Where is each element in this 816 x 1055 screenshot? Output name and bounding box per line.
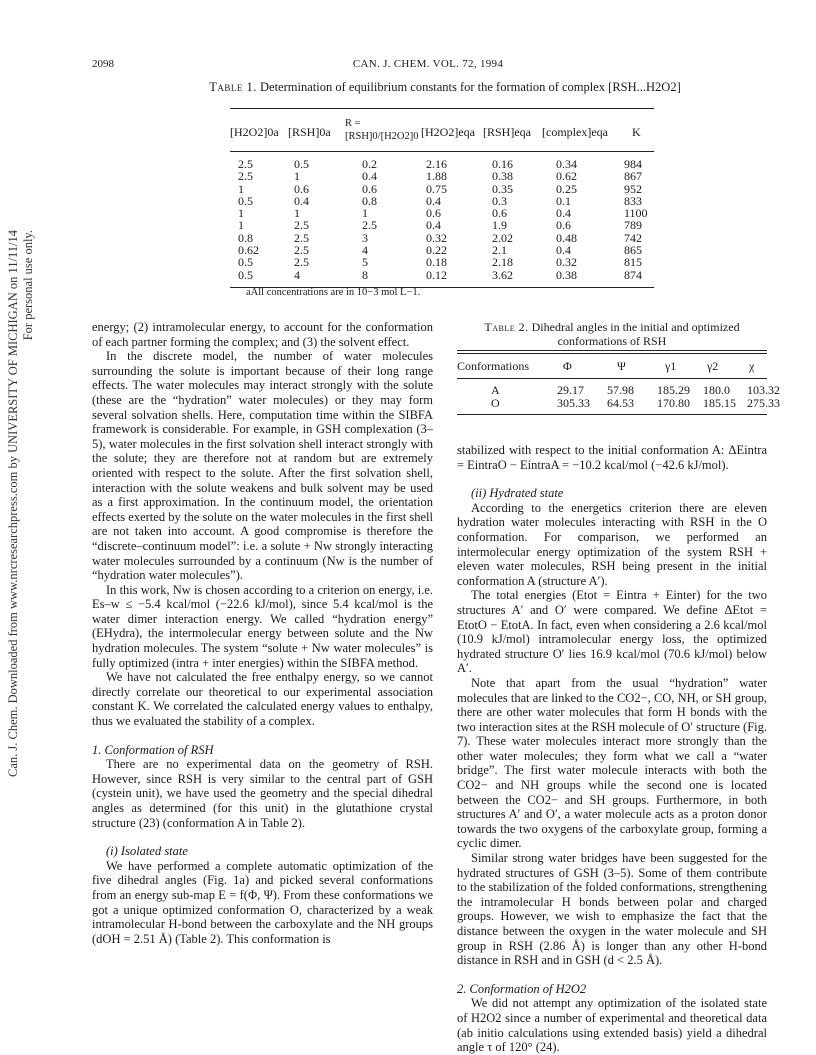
table-cell: 185.15: [703, 396, 736, 410]
table-cell: 305.33: [557, 396, 590, 410]
table-cell: 0.38: [492, 169, 513, 184]
table1-header-cell: [H2O2]0a: [230, 125, 279, 139]
table-cell: 815: [624, 255, 642, 270]
table2-body: [457, 379, 780, 414]
table-cell: 2.5: [294, 230, 309, 245]
subsection-heading: (i) Isolated state: [106, 844, 188, 859]
paragraph: We have performed a complete automatic optimization of the five dihedral angles (Fig. 1a) and picked several conformations from an energy sub-map E = f(Φ, Ψ). From these conformations we got a unique optimized conformation O, characterized by a weak intramolecular H-bond between the carboxylate and the NH groups (dOH = 2.51 Å) (Table 2). This conformation is: [92, 858, 433, 946]
table-cell: 0.62: [556, 169, 577, 184]
table-cell: 5: [362, 255, 368, 270]
table-cell: O: [491, 396, 500, 410]
table2-header-row: [457, 354, 767, 378]
subsection-heading: (ii) Hydrated state: [471, 486, 564, 501]
paragraph: In the discrete model, the number of water molecules surrounding the solute is important because of their long range effects. The water molecules may interact strongly with the solute (these are the “hydration” water molecules) or they may form several solvation shells. Here, computation time within the SIBFA framework is considerable. For example, in GSH complexation (3–5), water molecules in the first solvation shell interact strongly with the solute; they are therefore not at random but are extremely oriented with respect to the solute. After the first solvation shell, interaction with the solute weakens and bulk solvent may be used as a first approximation. In the continuum model, the orientation effects exerted by the solute on the water molecules in the first shell are not taken into account. A good compromise is therefore the “discrete–continuum model”: i.e. a solute + Nw strongly interacting water molecules surrounded by a continuum (Nw is the number of “hydration water molecules”).: [92, 349, 433, 583]
table-cell: 1.9: [492, 218, 507, 233]
table-cell: 1: [238, 181, 244, 196]
table2-caption: [457, 320, 767, 348]
table-cell: 8: [362, 267, 368, 282]
table-cell: 0.22: [426, 243, 447, 258]
table-cell: 0.1: [556, 193, 571, 208]
personal-use-notice: For personal use only.: [21, 230, 35, 341]
table2-caption-text: Dihedral angles in the initial and optimized conformations of RSH: [531, 320, 740, 348]
table-cell: 1: [238, 218, 244, 233]
table2-header-cell: γ2: [707, 359, 719, 373]
table1-header-cell: K: [632, 125, 641, 139]
table-cell: 0.8: [362, 193, 377, 208]
table-cell: 2.5: [294, 255, 309, 270]
table1-header-cell: [H2O2]eqa: [421, 125, 475, 139]
paragraph: There are no experimental data on the geometry of RSH. However, since RSH is very similar to the central part of GSH (cystein unit), we have used the geometry and the special dihedral angles as determined (for this unit) in the glutathione crystal structure (23) (conformation A in Table 2).: [92, 757, 433, 830]
paragraph: Similar strong water bridges have been suggested for the hydrated structures of GSH (3–5). Some of them contribute to the stabilization of the folded conformations, strengthening the intramolecular H bonds between polar and charged groups. However, we wish to emphasize the fact that the distance between the oxygen in the water molecule and SH group in RSH (2.86 Å) is longer than any other H-bond distance in RSH and in GSH (d < 2.5 Å).: [457, 851, 767, 968]
table-cell: 4: [294, 267, 300, 282]
table-cell: 0.5: [238, 193, 253, 208]
table-cell: 1: [362, 206, 368, 221]
download-notice: Can. J. Chem. Downloaded from www.nrcresearchpress.com by UNIVERSITY OF MICHIGAN on 11/11/14: [6, 230, 20, 778]
paragraph: We have not calculated the free enthalpy energy, so we cannot directly correlate our theoretical to our experimental association constant K. We correlated the calculated energy values to enthalpy, thus we evaluated the stability of a complex.: [92, 670, 433, 729]
table-cell: 185.29: [657, 383, 690, 397]
table-cell: 0.8: [238, 230, 253, 245]
table-cell: 742: [624, 230, 642, 245]
table-cell: 0.6: [426, 206, 441, 221]
table-cell: 865: [624, 243, 642, 258]
table2-header-cell: Φ: [563, 359, 572, 373]
table-cell: 0.4: [426, 193, 441, 208]
table-cell: 0.75: [426, 181, 447, 196]
table1-body: [230, 152, 654, 287]
table-cell: 2.16: [426, 157, 447, 171]
table-cell: 2.1: [492, 243, 507, 258]
table-cell: 1.88: [426, 169, 447, 184]
table-cell: 0.38: [556, 267, 577, 282]
running-head: CAN. J. CHEM. VOL. 72, 1994: [352, 58, 504, 70]
paragraph: Note that apart from the usual “hydration” water molecules that are linked to the CO2−, CO, NH, or SH group, there are other water molecules that form H bonds with the two interaction sites at the RSH molecule of O′ structure (Fig. 7). These water molecules interact more strongly than the other water molecules; they form what we call a “water bridge”. The first water molecule interacts with both the CO2− and NH groups while the second one is located between the CO2− and SH groups. Furthermore, in both structures A′ and O′, a water molecule acts as a proton donor towards the two oxygens of the carboxylate group, forming a cyclic dimer.: [457, 675, 767, 851]
table-cell: 0.12: [426, 267, 447, 282]
table-cell: 2.02: [492, 230, 513, 245]
table1-caption-text: Determination of equilibrium constants for the formation of complex [RSH...H2O2]: [260, 80, 681, 94]
table-cell: 3: [362, 230, 368, 245]
table-cell: 0.48: [556, 230, 577, 245]
table2-header-cell: χ: [749, 359, 755, 373]
table-cell: 0.2: [362, 157, 377, 171]
table-cell: 0.3: [492, 193, 507, 208]
table1-header-row: [230, 109, 654, 151]
download-watermark: [2, 230, 42, 778]
paragraph: stabilized with respect to the initial conformation A: ΔEintra = EintraO − EintraA = −10.2 kcal/mol (−42.6 kJ/mol).: [457, 443, 767, 472]
table-cell: 0.6: [294, 181, 309, 196]
table-cell: 0.5: [294, 157, 309, 171]
table1-footnote: aAll concentrations are in 10−3 mol L−1.: [246, 287, 421, 298]
table-cell: 2.5: [238, 169, 253, 184]
table-cell: 0.4: [294, 193, 309, 208]
table-cell: 0.35: [492, 181, 513, 196]
table-row: [230, 219, 654, 231]
table-cell: 0.4: [556, 243, 571, 258]
table-cell: 275.33: [747, 396, 780, 410]
table2-label: Table 2.: [484, 320, 529, 334]
table-cell: 952: [624, 181, 642, 196]
table-cell: 170.80: [657, 396, 690, 410]
table-cell: 2.5: [294, 243, 309, 258]
table-cell: 0.6: [362, 181, 377, 196]
table-cell: 1: [238, 206, 244, 221]
paragraph: We did not attempt any optimization of the isolated state of H2O2 since a number of experimental and theoretical data (ab initio calculations using extended basis) yield a dihedral angle τ of 120° (24).: [457, 996, 767, 1055]
table-cell: 789: [624, 218, 642, 233]
table-cell: 0.6: [492, 206, 507, 221]
table2-header-cell: Ψ: [617, 359, 626, 373]
table2-header-cell: γ1: [665, 359, 677, 373]
table2: [457, 350, 780, 415]
table2-header-cell: Conformations: [457, 359, 529, 373]
left-column: [92, 320, 433, 946]
table-cell: 29.17: [557, 383, 584, 397]
table-cell: 874: [624, 267, 642, 282]
paragraph: The total energies (Etot = Eintra + Einter) for the two structures A′ and O′ were compared. We define ΔEtot = EtotO − EtotA. In fact, even when considering a 2.6 kcal/mol (10.9 kJ/mol) intramolecular energy loss, the optimized hydrated structure O′ lies 16.9 kcal/mol (70.6 kJ/mol) below A′.: [457, 588, 767, 676]
table-cell: 3.62: [492, 267, 513, 282]
table-cell: 2.5: [294, 218, 309, 233]
table-cell: 4: [362, 243, 368, 258]
table-cell: 0.32: [556, 255, 577, 270]
table-cell: 0.4: [556, 206, 571, 221]
paragraph: According to the energetics criterion there are eleven hydration water molecules interacting with RSH in the O conformation. For comparison, we performed an intermolecular energy optimization of the system RSH + eleven water molecules, RSH being present in the initial conformation A (structure A′).: [457, 500, 767, 588]
table-cell: 0.32: [426, 230, 447, 245]
table-cell: 0.6: [556, 218, 571, 233]
table-cell: 0.34: [556, 157, 577, 171]
table-cell: 0.25: [556, 181, 577, 196]
table1-label: Table 1.: [209, 80, 257, 94]
section-heading: 2. Conformation of H2O2: [457, 981, 587, 996]
table-cell: 2.5: [362, 218, 377, 233]
table1-caption: [205, 80, 685, 95]
table1: [230, 108, 654, 288]
section-heading: 1. Conformation of RSH: [92, 742, 214, 757]
table-row: [457, 396, 780, 410]
table-cell: 0.4: [426, 218, 441, 233]
table-cell: 0.5: [238, 267, 253, 282]
paragraph: In this work, Nw is chosen according to a criterion on energy, i.e. Es–w ≤ −5.4 kcal/mol (−22.6 kJ/mol), since 5.4 kcal/mol is the water dimer interaction energy. We called “hydration energy” (EHydra), the intermolecular energy between solute and the Nw hydration molecules. The system “solute + Nw water molecules” is fully optimized (intra + inter energies) within the SIBFA method.: [92, 582, 433, 670]
table-cell: 0.62: [238, 243, 259, 258]
table-cell: 867: [624, 169, 642, 184]
table-cell: 103.32: [747, 383, 780, 397]
table-cell: 57.98: [607, 383, 634, 397]
table1-header-cell: R = [RSH]0/[H2O2]0: [345, 118, 419, 142]
table-cell: 1100: [624, 206, 648, 221]
right-column: [457, 443, 767, 1055]
table-cell: 64.53: [607, 396, 634, 410]
table-cell: 0.5: [238, 255, 253, 270]
table1-header-cell: [RSH]eqa: [483, 125, 531, 139]
table-cell: 1: [294, 206, 300, 221]
table-cell: 833: [624, 193, 642, 208]
table1-header-cell: [complex]eqa: [542, 125, 608, 139]
paragraph: energy; (2) intramolecular energy, to account for the conformation of each partner forming the complex; and (3) the solvent effect.: [92, 320, 433, 349]
table-cell: 984: [624, 157, 642, 171]
table-row: [230, 256, 654, 268]
table-row: [230, 269, 654, 281]
page-number: 2098: [92, 58, 114, 70]
table-cell: 1: [294, 169, 300, 184]
table-cell: 0.4: [362, 169, 377, 184]
table-cell: A: [491, 383, 500, 397]
table-cell: 2.18: [492, 255, 513, 270]
table-cell: 0.16: [492, 157, 513, 171]
table1-header-cell: [RSH]0a: [288, 125, 331, 139]
table-cell: 180.0: [703, 383, 730, 397]
table-cell: 2.5: [238, 157, 253, 171]
table-cell: 0.18: [426, 255, 447, 270]
table-row: [230, 170, 654, 182]
